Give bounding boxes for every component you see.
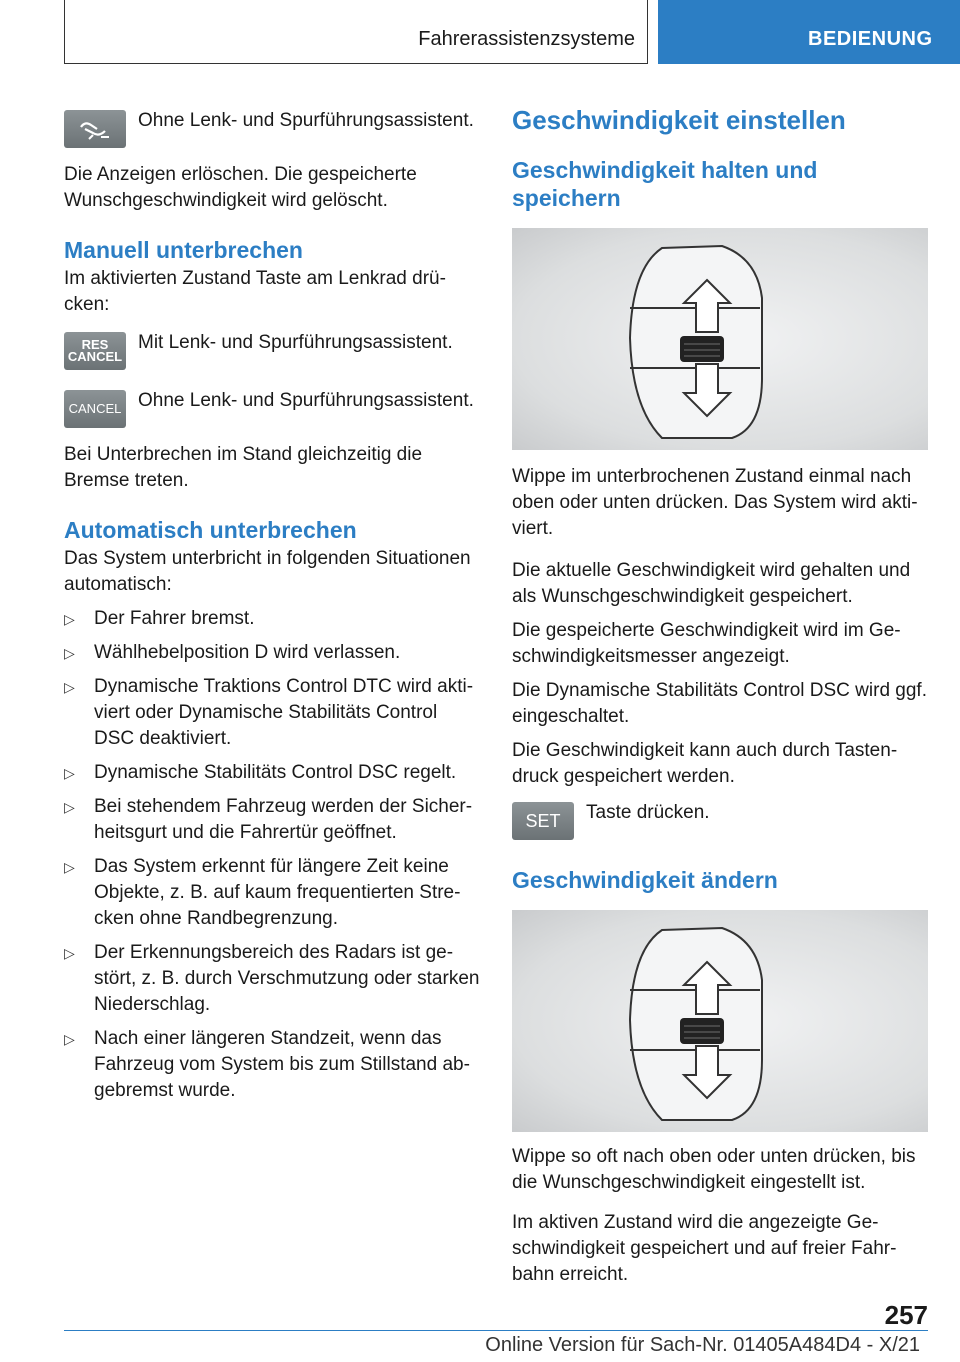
button-row-cancel (64, 390, 480, 428)
header-section-label: BEDIENUNG (808, 28, 933, 50)
paragraph-bremse: Bei Unterbrechen im Stand gleichzeitig die Bremse treten. (64, 444, 423, 491)
list-item: ▷ Wählhebelposition D wird verlassen. (64, 640, 480, 666)
paragraph-manuell: Im aktivierten Zustand Taste am Lenkrad drücken: (64, 268, 446, 315)
list-item: ▷ Der Fahrer bremst. (64, 606, 480, 632)
paragraph-dsc: Die Dynamische Stabilitäts Control DSC wird ggf. eingeschaltet. (512, 680, 927, 727)
res-cancel-button-icon (64, 332, 126, 370)
heading-manuell: Manuell unterbrechen (64, 237, 303, 263)
heading-aendern: Geschwindigkeit ändern (512, 867, 778, 893)
list-item: ▷ Das System erkennt für längere Zeit keine Objekte, z. B. auf kaum frequentierten Strecken ohne Randbegrenzung. (64, 854, 480, 932)
paragraph-wippe-oft: Wippe so oft nach oben oder unten drücken, bis die Wunschgeschwindigkeit eingestellt ist. (512, 1146, 916, 1193)
cancel-button-label: CANCEL (68, 401, 122, 416)
list-item: ▷ Dynamische Traktions Control DTC wird aktiviert oder Dynamische Stabilitäts Control DSC deaktiviert. (64, 674, 480, 752)
steering-lane-icon (75, 117, 115, 141)
list-item: ▷ Dynamische Stabilitäts Control DSC regelt. (64, 760, 480, 786)
list-item: ▷ Bei stehendem Fahrzeug werden der Sicherheitsgurt und die Fahrertür geöffnet. (64, 794, 480, 846)
paragraph-wippe: Wippe im unterbrochenen Zustand einmal nach oben oder unten drücken. Das System wird aktiviert. (512, 466, 918, 539)
button-row-res-cancel (64, 332, 480, 370)
page-number: 257 (884, 1300, 928, 1330)
heading-halten: Geschwindigkeit halten und speichern (512, 157, 818, 211)
cancel-text: Ohne Lenk- und Spurführungsassistent. (138, 390, 474, 411)
paragraph-automatisch: Das System unterbricht in folgenden Situationen automatisch: (64, 548, 471, 595)
header-chapter-title: Fahrerassistenzsysteme (418, 28, 635, 50)
res-cancel-text: Mit Lenk- und Spurführungsassistent. (138, 332, 453, 353)
list-situations (64, 606, 480, 1104)
cancel-label: CANCEL (67, 349, 123, 364)
steering-wheel-illustration-2 (512, 910, 928, 1132)
cancel-button-icon (64, 390, 126, 428)
header-chapter-box (64, 0, 648, 64)
paragraph-anzeigen: Die Anzeigen erlöschen. Die gespeicherte Wunschgeschwindigkeit wird gelöscht. (64, 164, 417, 211)
set-button-icon (512, 802, 574, 840)
lane-off-text: Ohne Lenk- und Spurführungsassistent. (138, 110, 474, 131)
right-column (512, 96, 928, 1288)
footer-version: Online Version für Sach-Nr. 01405A484D4 - X/21 (485, 1334, 920, 1356)
res-label: RES (81, 337, 109, 352)
set-button-label: SET (525, 811, 561, 831)
lane-assist-button-icon (64, 110, 126, 148)
header-section-tab (658, 0, 960, 64)
heading-automatisch: Automatisch unterbrechen (64, 517, 357, 543)
list-item: ▷ Der Erkennungsbereich des Radars ist gestört, z. B. durch Verschmutzung oder starken Niederschlag. (64, 940, 480, 1018)
button-row-lane-off (64, 110, 480, 148)
footer-divider (64, 1330, 928, 1331)
button-row-set (512, 802, 928, 840)
paragraph-aktuelle: Die aktuelle Geschwindigkeit wird gehalten und als Wunschgeschwindigkeit gespeichert. (512, 560, 911, 607)
left-column (64, 96, 480, 1112)
steering-wheel-illustration (512, 228, 928, 450)
list-item: ▷ Nach einer längeren Standzeit, wenn das Fahrzeug vom System bis zum Stillstand abgebremst wurde. (64, 1026, 480, 1104)
paragraph-tastendruck: Die Geschwindigkeit kann auch durch Tastendruck gespeichert werden. (512, 740, 898, 787)
steering-wheel-photo (512, 228, 928, 450)
paragraph-gespeicherte: Die gespeicherte Geschwindigkeit wird im Geschwindigkeitsmesser angezeigt. (512, 620, 901, 667)
heading-einstellen: Geschwindigkeit einstellen (512, 105, 846, 135)
paragraph-aktiven: Im aktiven Zustand wird die angezeigte Geschwindigkeit gespeichert und auf freier Fahrbahn erreicht. (512, 1212, 897, 1285)
steering-wheel-photo-2 (512, 910, 928, 1132)
set-text: Taste drücken. (586, 802, 710, 823)
